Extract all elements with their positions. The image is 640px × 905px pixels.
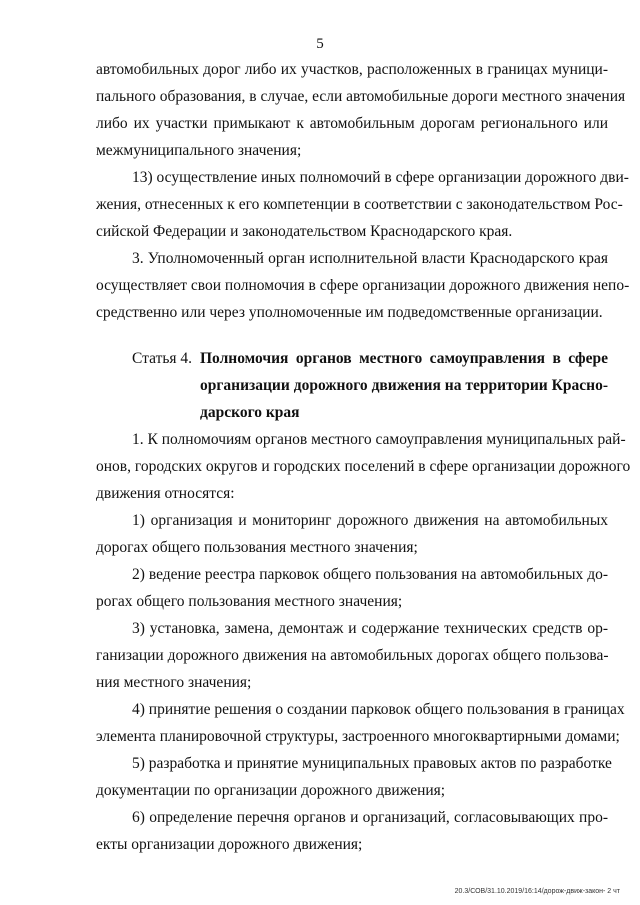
paragraph: [96, 164, 629, 245]
paragraph: [96, 507, 608, 561]
text-line: 1. К полномочиям органов местного самоуправления муниципальных рай-: [132, 431, 626, 448]
paragraph: [96, 245, 630, 326]
article-title: [200, 345, 608, 426]
text-line: жения, отнесенных к его компетенции в соответствии с законодательством Рос-: [96, 196, 623, 213]
text-line: осуществляет свои полномочия в сфере организации дорожного движения непо-: [96, 277, 630, 294]
text-line: 2) ведение реестра парковок общего пользования на автомобильных до-: [132, 566, 608, 583]
text-line: 3. Уполномоченный орган исполнительной власти Краснодарского края: [132, 250, 608, 267]
text-line: документации по организации дорожного движения;: [96, 782, 446, 799]
text-line: онов, городских округов и городских поселений в сфере организации дорожного: [96, 458, 631, 475]
text-line: дорогах общего пользования местного значения;: [96, 539, 418, 556]
article-heading: [96, 345, 608, 426]
article-label: Статья 4.: [132, 350, 193, 367]
paragraph: [96, 561, 608, 615]
text-line: элемента планировочной структуры, застроенного многоквартирными домами;: [96, 728, 620, 745]
paragraph: [96, 804, 608, 858]
paragraph: [96, 426, 631, 507]
article-body: [96, 426, 631, 858]
article-title-line: Полномочия органов местного самоуправления в сфере: [200, 350, 608, 367]
paragraph: [96, 615, 608, 696]
text-line: либо их участки примыкают к автомобильным дорогам регионального или: [96, 115, 608, 132]
document-footer: 20.3/СОВ/31.10.2019/16:14/дорож-движ-закон- 2 чт: [454, 888, 620, 895]
text-line: 4) принятие решения о создании парковок общего пользования в границах: [132, 701, 625, 718]
text-line: автомобильных дорог либо их участков, расположенных в границах муници-: [96, 61, 608, 78]
text-line: пального образования, в случае, если автомобильные дороги местного значения: [96, 88, 626, 105]
text-line: 5) разработка и принятие муниципальных правовых актов по разработке: [132, 755, 612, 772]
text-line: движения относятся:: [96, 485, 235, 502]
text-line: ганизации дорожного движения на автомобильных дорогах общего пользова-: [96, 647, 609, 664]
article-title-line: дарского края: [200, 404, 300, 421]
text-line: ния местного значения;: [96, 674, 252, 691]
text-line: 6) определение перечня органов и организаций, согласовывающих про-: [132, 809, 608, 826]
text-line: 3) установка, замена, демонтаж и содержание технических средств ор-: [132, 620, 608, 637]
paragraph: [96, 696, 625, 750]
text-line: екты организации дорожного движения;: [96, 836, 363, 853]
article-title-line: организации дорожного движения на территории Красно-: [200, 377, 608, 394]
text-line: рогах общего пользования местного значения;: [96, 593, 403, 610]
text-line: 13) осуществление иных полномочий в сфере организации дорожного дви-: [132, 169, 629, 186]
paragraph: [96, 750, 612, 804]
text-line: межмуниципального значения;: [96, 142, 302, 159]
text-line: 1) организация и мониторинг дорожного движения на автомобильных: [132, 512, 608, 529]
text-line: сийской Федерации и законодательством Краснодарского края.: [96, 223, 513, 240]
text-line: средственно или через уполномоченные им подведомственные организации.: [96, 304, 603, 321]
top-text-block: [96, 56, 630, 326]
paragraph: [96, 56, 626, 164]
page-number: 5: [316, 36, 324, 52]
